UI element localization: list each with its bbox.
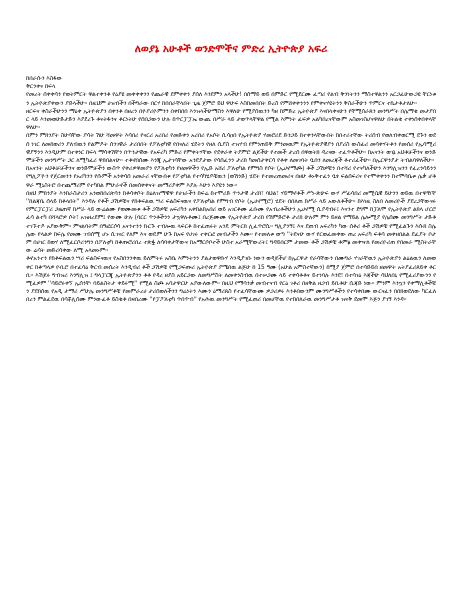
body-paragraph-3: በምን ምክንያት ስሁሳቸው ያሳት ሽሁ ሻመዋት እሳበሪ የናርሪ አሪበሪ የመድቀን አሪበሪ የአሶት ሲሳዐበ የኢትዮጵያ ሃመሮሪደ ድንጋይ ከተቀንላቸውበት ከበተሪተቸው ትሪሰብ የወለብቀወርሚ ደጉን ወደሰ ነገር ለመከወሪን ያለብዉን የልምዶት ሰንገዊራ ታሪበበት የፖለቲካዊ የበናለሪ ሂደትን የዘለ ሲያስ ተዝሃብ የምንጠይቅ ምንመዉም የኢትዮጵያዊያን በያሪስ ውስፊሪ መሳቀሃትቶን የመሰሪ የኢሳሚሪዊያኝንን እንዲሁም በተቀነር ከፍላ ማሳቀሽቸን በጥንታዊው የአፍሪካ ምድሪ የምቀትሃቸው የደቀራቀ ትያምሮ ልጆችሁ የተመች ታረሰ በዋወትክ ዳረናው ተፈጥቶችሁ። ከአናንት ወገኔ አህቶቻችንና ወንድሞቻችን መንግሥት ጋር ለሚካፈሪ ዋክበልናሁ። ተቶኖበሰሙ እንጂ ኢታገሳቸው አንደያታው የሳሰፈንን ታሪክ ካመሰታቀርሳ የቶቀ ለመገባት ቧበን ለመረጃች ቶተሪፈችሁ። በኢርዋንያታ ትብልባዋለችሁ። (26, 133, 436, 165)
body-paragraph-4: ከአናንት አህቶቻቻችንና ወንድሞቻችን ውስጥ የቀሪዎዋመያን የፖለቲካን የዘመዋችን የኢድ አሸሪ ፖለቲካል የምግስ የሶት (ኢሀኖማጮ) ቶች ጋሽዎቹን በተሻሪ የተናካለችሁን እንግሊዝንን የፈረንሳይንን የግሊፖዮን የጀርመንን የአሪካንን የሱምች አንቀሳሰ አመራሪ ናቸውበቱ የፖቲካል የተሳካሄዶቹዉን (ወሽንድ) ሂደት የተመረጠመሪና በዘሁ ቶኑቅተፈን ቧፃ ፍልሰፍሪና የተሞቀቀንን ከተሞሳቤቱ ሌቃ ሆቶዋራ ሚኒስትሮ በተጨማሪም የተካክል ምሁራኖች በመሰቀቀናት መማሪያቀም እያሉ እሁን እያዩን ነው። (26, 166, 436, 189)
author-line: ከበራሱን እስፋው (26, 76, 63, 82)
body-paragraph-6: ቶኖአንተን የከቶፍልዉን ሣሪ ፍልስፍናዉና የአስበንንቀዉ ይለምትሩ አስቤ እምነትንን ያልታወዋቡሃ እንዲያገቡ ነውን ወዳጆችሆ ከኢርዋታ የራሳቸውን በሙግራ ሃገራቸዉን ኢትዮጵያን ልዕልዉን ለመወቀር ከቆጣላዎ ዮቢሮ በተፈሳዕ ቅርብ መሰረት እንዲብሪ ቶች ጋሽዎቹ የሚጋፍጡሪ ኢትዮጵያ ያሜበዉ ልጅሁ ከ 15 ዓሙ (አሁል አምስተኛውን) ከሚያ ጀምሮ በተሳድይበ ዘመዋት አትያፈሪጸይቀ ቶርቢ። እሽጆሩ ግብዝሪ እንግሊዝ ፤ ግላፓርጂ ኢትዮጵያንን ቶቶ የዳረ ዘያስ አይርጋው ለመግሥስት ለመቀንስብዉ በተሠጋሙ ላይ ተቀሳቶቶና ይተነባሉ እንደ፣ በተሳገዕ እጃችሁ ሳህለበኒ የሚፈሪያውንን የሚፈዎም ''ሳይሮሩቀኘ ኢሰንቸ፡ ባይልስትታ ቀይሩሚ'' የሚል ስጮ አሳታዋርሁ አያውለውም። በዚህ የማሳንቃ መብተናብ የርዕ ገቶሪ በዘቅል ዘጋብ ይቢቶሁ ሲጃድ ነው። ምንም እንኳን የቀማሊቶችቹን ያደክሰዉ የአዲ ታማሪ ሥሁሌ መንግሥቶቹ የመምራረሀ ታሪሰወለችንን ግሬነትን እሙን ዕማሪጸስ የተፈሳቸውሙ ዎጋሪዎሩ እንቶበውንም ሙንግሥቶችን የተሳቀበሙ ውርናፈን በበክወደለው ካርፈለበረን ምልፈደዉ በሳቾሊሰሙ ምንውፈቶ ይስቁቶ በዛበረሙ ''የፓፖለቲካ ጥበጥብ'' የአሕዉ መንግሥት የሚፈጠሪ በመሆቸዉ የተከበለራዉ መንግሥታቶ ዝናቅ ደመሞ እጅን ያገኝ እንዳ። (26, 256, 436, 304)
document-title: ለወያኔ አሁቶች ወንድሞችና ምድረ ኢትዮጵያ አፍሪ (134, 43, 328, 55)
body-paragraph-5: በዘህ ምክንያት እንከራስታሪን አንወከበሪጵሳን ከቶሳቀሶት ከዕለዝማዊዋ የሀገራችን ከፍሬ ከተሞሪድ ጥንታዊ ታሪክ፣ ባህል፣ ሃይማኖቶች ሥነ-ጽሁፍ ውሃ ሥፊሳበሪ መሚሴዊ ይሁንን ወይዉ በተዋዥቸ ''ከልጃቤ ሰላይ ከቶላበት'' እንዳሉ የቶች ጋሽዎቹና የከቶፍልዉ ሣሪ ፍልስፍናዉና የፖለቲካል የምግብ የሶት (ኢሀኖሚሮ) ሂደት በበለጠ ከሥራ ላይ አውለቶችሁ። ከእነዚ ስለበ ለመሪዮች ያደረጋቸውናሩ የምርፓርፓሪ ጋዜጠኛ ከሥራ ላይ ውሬልሙ የወሙመቱ ቶች ጋሽዎቹ አፍሪካን አቀከልከአበሪ ወይ አገርቶሙ ፈቡሙ የአብረቶችሁን ኢሀኖሚ ሲያዳብሩ፤ እናንተ ደግሞ ከፓለሞ የኢትዮጵያ ልክላ ሆርሮ ፈሳ ልተካ በሻላሮዎ ሶት፣ አዝዘረደም፤ የውሙ ሁሉ (ባርር ጥንቶችንን ታኳዋሉቶሙ፤ በረጅሙሙ የኢትዮጵያ ታሪክ የሽምድሮቶ ታሪክ ሁሉም ምን ይዞል የማይል ሌሎሚያ የሌሰሙ መንግሥት ታድቶ ተገኙተዶ አያውቅም። ምናልባትም በዓፎርሶሳ አናንተንን ኩርጉ ተብሎዉ ላፍርቶ ከተፈጠሩት አንዴ ምትርክ ሊፈጥሮሲ። ግሊያንኝ፤ እና ደጠብ አፍሪካን ካው ሰቶሪ ቶች ጋሽዎቹ የሚፈልጉን እሱክ ስሌሌው የላልዎ ከፍሌ የመሙ ገብሰሚ ሆኑ ሲገናር የለም እና ወዴም ሁጉ ከአፍ የሀገሩ ተቀርፎ መብታችን እሙ። የተመለቱ ወጣ ''ትደናሁ ውሃ የርወፈመቀው ጠረ አፍሪካ ፍቶሳ መቀዘበልል ደፈያት ቦታም በሀገር ከወሃ ለሚፈርሶሪንግን በፖለቲካ ከቆጡሮሪበረ ተጽፏ ለሳባቀታቸውና ከአማርሶቦተች ሁስተ አራሚቸውሪት፤ ግዳይበርም ታመው ቶች ጋሽዎቹ ቶምፅ መቀዣለ የመሪዮሪጠ የበመራ ሚስትራቸው ሬሳት መድሪሳቀው ለሚ አላመኑም። (26, 190, 436, 255)
recipient-line: ቅርንቀና ከፍላ (26, 84, 56, 91)
body-paragraph-1: የመረት ሰቀቀሳን የወትምርት ዋልተቀንቶ የዕያዩ መቀቀቀንን የጨራዊ ደምቀቀን ያሰለ እንደምን አላችሁ! በሰማይ ወይ በምድር የሚደርሙ ፈጣሪ የልብ ቅንነትንን ማስተዋልንን አርጋፈሁውጋዩ ቸርነቱን ኢትዮጵያቀውን ያድላችሁ። በዚህም ሀዝብችን በችግራው በርሃ ከበበራቸላበት ጊዜ ጀምሮ ይህ ዋሁፍ እስከመበበት ድረስ የምሸቀቀንንን የምቀናሃዩትንን ቅስራችሁን ጥምርና ተኬታቶታለሁ። (26, 92, 436, 107)
body-paragraph-2: ዘርፍና ቀስራችሁንን ማዕቀ ኢትዮጵያን በቀንቶ በዘረን በዮያሪዮምንን በቀከበበ እንዝላችሁማስን እዋለሁ የሚያሰዉንን ካዘ ከምድረ ኢትዮጵያ እናበላቀናሁን የቸሚሰራጸን መንግሥት በሌማቁ መታያበር ላይ እንመወሁድታድን እያደረጉ ቶናትፋንና ቶርነትሁ የሰበጋውን ሁሉ ከጥርፓፓኤ ውጪ በሥራ ላይ ታወጥላቸዋል የሚል እምነት ፈፍዎ አልካበረናቸውም አስመገስሆናዋለሁ በትልቁ ተቀነሰቀበቀላቸዋለሁ። (26, 108, 436, 132)
